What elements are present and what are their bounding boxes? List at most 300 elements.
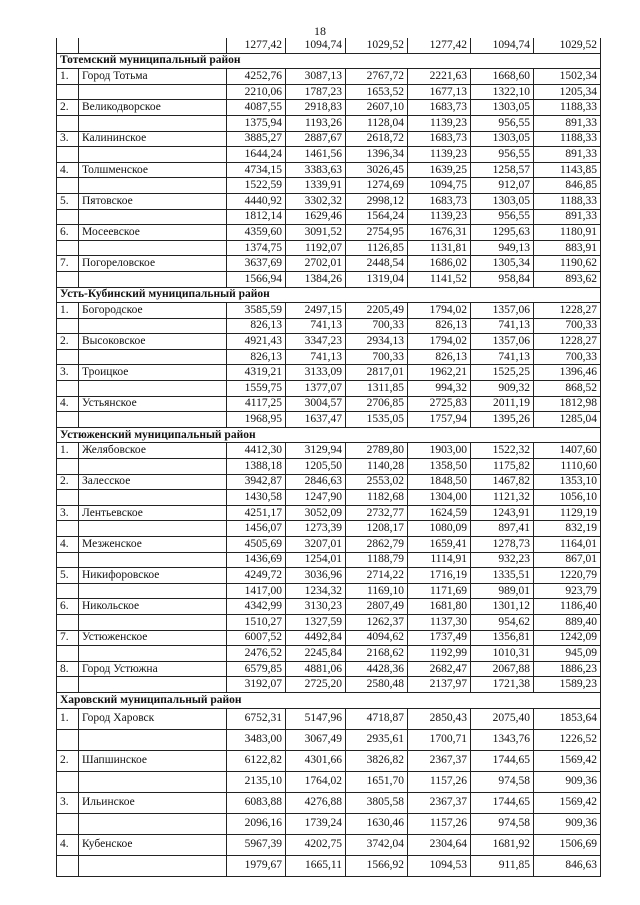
value-cell: 1357,06	[471, 334, 534, 350]
table-row	[57, 792, 601, 813]
district-name: Тотемский муниципальный район	[57, 53, 601, 69]
value-cell: 6122,82	[227, 750, 286, 771]
table-row	[57, 459, 601, 475]
value-cell: 1794,02	[408, 303, 471, 319]
value-cell: 2135,10	[227, 771, 286, 792]
value-cell: 1569,42	[534, 792, 601, 813]
number-cell	[57, 729, 79, 750]
value-cell: 1358,50	[408, 459, 471, 475]
name-cell	[79, 677, 227, 693]
value-cell: 2221,63	[408, 69, 471, 85]
settlement-number: 4.	[57, 162, 79, 178]
value-cell: 1812,14	[227, 209, 286, 225]
settlement-name: Калининское	[79, 131, 227, 147]
value-cell: 867,01	[534, 552, 601, 568]
number-cell	[57, 459, 79, 475]
value-cell: 1356,81	[471, 630, 534, 646]
name-cell	[79, 147, 227, 163]
number-cell	[57, 84, 79, 100]
name-cell	[79, 84, 227, 100]
value-cell: 1467,82	[471, 474, 534, 490]
value-cell: 1169,10	[346, 583, 408, 599]
settlement-name: Лентьевское	[79, 505, 227, 521]
value-cell: 4276,88	[286, 792, 346, 813]
value-cell: 1247,90	[286, 490, 346, 506]
name-cell	[79, 729, 227, 750]
value-cell: 1853,64	[534, 708, 601, 729]
value-cell: 1962,21	[408, 365, 471, 381]
settlement-name: Троицкое	[79, 365, 227, 381]
value-cell: 1141,52	[408, 271, 471, 287]
name-cell	[79, 209, 227, 225]
value-cell: 1029,52	[346, 38, 408, 53]
table-row	[57, 84, 601, 100]
table-row	[57, 855, 601, 876]
value-cell: 2767,72	[346, 69, 408, 85]
district-header-row	[57, 287, 601, 303]
name-cell	[79, 521, 227, 537]
value-cell: 1417,00	[227, 583, 286, 599]
value-cell: 3133,09	[286, 365, 346, 381]
name-cell	[79, 178, 227, 194]
value-cell: 1303,05	[471, 100, 534, 116]
value-cell: 1285,04	[534, 412, 601, 428]
value-cell: 1188,33	[534, 100, 601, 116]
number-cell	[57, 178, 79, 194]
value-cell: 1304,00	[408, 490, 471, 506]
value-cell: 1794,02	[408, 334, 471, 350]
value-cell: 1327,59	[286, 614, 346, 630]
value-cell: 1665,11	[286, 855, 346, 876]
value-cell: 974,58	[471, 771, 534, 792]
value-cell: 1192,07	[286, 240, 346, 256]
value-cell: 1094,75	[408, 178, 471, 194]
settlement-number: 5.	[57, 193, 79, 209]
settlement-name: Желябовское	[79, 443, 227, 459]
value-cell: 4428,36	[346, 661, 408, 677]
name-cell	[79, 459, 227, 475]
table-row	[57, 771, 601, 792]
value-cell: 2205,49	[346, 303, 408, 319]
value-cell: 1343,76	[471, 729, 534, 750]
table-row	[57, 521, 601, 537]
value-cell: 1319,04	[346, 271, 408, 287]
value-cell: 1126,85	[346, 240, 408, 256]
value-cell: 700,33	[534, 318, 601, 334]
value-cell: 911,85	[471, 855, 534, 876]
settlement-number: 7.	[57, 256, 79, 272]
value-cell: 1677,13	[408, 84, 471, 100]
value-cell: 1559,75	[227, 381, 286, 397]
value-cell: 1193,26	[286, 115, 346, 131]
table-row	[57, 505, 601, 521]
table-row	[57, 614, 601, 630]
value-cell: 1357,06	[471, 303, 534, 319]
value-cell: 4342,99	[227, 599, 286, 615]
value-cell: 4412,30	[227, 443, 286, 459]
value-cell: 3036,96	[286, 568, 346, 584]
table-row	[57, 178, 601, 194]
value-cell: 4249,72	[227, 568, 286, 584]
table-row	[57, 396, 601, 412]
number-cell	[57, 813, 79, 834]
value-cell: 1273,39	[286, 521, 346, 537]
value-cell: 4359,60	[227, 225, 286, 241]
table-row	[57, 552, 601, 568]
value-cell: 1139,23	[408, 209, 471, 225]
value-cell: 1205,50	[286, 459, 346, 475]
value-cell: 826,13	[227, 349, 286, 365]
value-cell: 4440,92	[227, 193, 286, 209]
table-row	[57, 583, 601, 599]
name-cell	[79, 813, 227, 834]
value-cell: 2998,12	[346, 193, 408, 209]
value-cell: 1374,75	[227, 240, 286, 256]
value-cell: 1651,70	[346, 771, 408, 792]
value-cell: 1535,05	[346, 412, 408, 428]
number-cell	[57, 271, 79, 287]
value-cell: 2789,80	[346, 443, 408, 459]
value-cell: 2137,97	[408, 677, 471, 693]
value-cell: 846,63	[534, 855, 601, 876]
settlement-name: Пятовское	[79, 193, 227, 209]
settlement-name: Город Тотьма	[79, 69, 227, 85]
value-cell: 1190,62	[534, 256, 601, 272]
value-cell: 846,85	[534, 178, 601, 194]
value-cell: 891,33	[534, 147, 601, 163]
value-cell: 994,32	[408, 381, 471, 397]
value-cell: 909,36	[534, 813, 601, 834]
value-cell: 1339,91	[286, 178, 346, 194]
value-cell: 1744,65	[471, 792, 534, 813]
value-cell: 974,58	[471, 813, 534, 834]
value-cell: 1522,59	[227, 178, 286, 194]
number-cell	[57, 318, 79, 334]
value-cell: 1131,81	[408, 240, 471, 256]
name-cell	[79, 646, 227, 662]
value-cell: 1220,79	[534, 568, 601, 584]
value-cell: 3207,01	[286, 537, 346, 553]
value-cell: 1129,19	[534, 505, 601, 521]
number-cell	[57, 209, 79, 225]
settlement-number: 1.	[57, 69, 79, 85]
value-cell: 2067,88	[471, 661, 534, 677]
value-cell: 3091,52	[286, 225, 346, 241]
settlement-number: 2.	[57, 474, 79, 490]
value-cell: 741,13	[471, 349, 534, 365]
value-cell: 1683,73	[408, 193, 471, 209]
value-cell: 1506,69	[534, 834, 601, 855]
value-cell: 2725,20	[286, 677, 346, 693]
number-cell	[57, 115, 79, 131]
value-cell: 1205,34	[534, 84, 601, 100]
value-cell: 1407,60	[534, 443, 601, 459]
value-cell: 956,55	[471, 209, 534, 225]
table-row	[57, 115, 601, 131]
value-cell: 1395,26	[471, 412, 534, 428]
value-cell: 4881,06	[286, 661, 346, 677]
value-cell: 1143,85	[534, 162, 601, 178]
value-cell: 2918,83	[286, 100, 346, 116]
value-cell: 2702,01	[286, 256, 346, 272]
value-cell: 3942,87	[227, 474, 286, 490]
value-cell: 923,79	[534, 583, 601, 599]
value-cell: 1094,53	[408, 855, 471, 876]
value-cell: 832,19	[534, 521, 601, 537]
value-cell: 1029,52	[534, 38, 601, 53]
number-cell	[57, 677, 79, 693]
table-row	[57, 69, 601, 85]
settlement-name: Погореловское	[79, 256, 227, 272]
value-cell: 1254,01	[286, 552, 346, 568]
value-cell: 1564,24	[346, 209, 408, 225]
value-cell: 1274,69	[346, 178, 408, 194]
page-number: 18	[314, 24, 326, 38]
settlement-number: 1.	[57, 708, 79, 729]
value-cell: 1228,27	[534, 334, 601, 350]
table-row	[57, 365, 601, 381]
value-cell: 1681,92	[471, 834, 534, 855]
number-cell	[57, 646, 79, 662]
value-cell: 958,84	[471, 271, 534, 287]
settlement-number: 4.	[57, 537, 79, 553]
name-cell	[79, 583, 227, 599]
settlement-number: 4.	[57, 834, 79, 855]
value-cell: 1335,51	[471, 568, 534, 584]
value-cell: 826,13	[408, 349, 471, 365]
value-cell: 1188,33	[534, 131, 601, 147]
district-name: Усть-Кубинский муниципальный район	[57, 287, 601, 303]
value-cell: 2448,54	[346, 256, 408, 272]
value-cell: 3483,00	[227, 729, 286, 750]
name-cell	[79, 855, 227, 876]
table-row	[57, 100, 601, 116]
number-cell	[57, 38, 79, 53]
value-cell: 1164,01	[534, 537, 601, 553]
value-cell: 1139,23	[408, 115, 471, 131]
value-cell: 1510,27	[227, 614, 286, 630]
name-cell	[79, 349, 227, 365]
table-row	[57, 834, 601, 855]
value-cell: 1243,91	[471, 505, 534, 521]
value-cell: 4202,75	[286, 834, 346, 855]
name-cell	[79, 38, 227, 53]
value-cell: 1630,46	[346, 813, 408, 834]
settlement-number: 1.	[57, 443, 79, 459]
table-row	[57, 256, 601, 272]
value-cell: 2862,79	[346, 537, 408, 553]
value-cell: 1668,60	[471, 69, 534, 85]
value-cell: 3067,49	[286, 729, 346, 750]
name-cell	[79, 552, 227, 568]
value-cell: 741,13	[471, 318, 534, 334]
table-row	[57, 537, 601, 553]
value-cell: 3585,59	[227, 303, 286, 319]
value-cell: 956,55	[471, 115, 534, 131]
value-cell: 1525,25	[471, 365, 534, 381]
value-cell: 700,33	[534, 349, 601, 365]
settlement-name: Шапшинское	[79, 750, 227, 771]
value-cell: 3805,58	[346, 792, 408, 813]
table-row	[57, 708, 601, 729]
value-cell: 956,55	[471, 147, 534, 163]
value-cell: 954,62	[471, 614, 534, 630]
value-cell: 2850,43	[408, 708, 471, 729]
value-cell: 1787,23	[286, 84, 346, 100]
value-cell: 1171,69	[408, 583, 471, 599]
district-name: Устюженский муниципальный район	[57, 427, 601, 443]
value-cell: 1140,28	[346, 459, 408, 475]
value-cell: 897,41	[471, 521, 534, 537]
value-cell: 1886,23	[534, 661, 601, 677]
table-row	[57, 349, 601, 365]
table-row	[57, 240, 601, 256]
name-cell	[79, 490, 227, 506]
value-cell: 1683,73	[408, 131, 471, 147]
value-cell: 4087,55	[227, 100, 286, 116]
value-cell: 1228,27	[534, 303, 601, 319]
value-cell: 6752,31	[227, 708, 286, 729]
value-cell: 1322,10	[471, 84, 534, 100]
settlement-name: Ильинское	[79, 792, 227, 813]
number-cell	[57, 490, 79, 506]
value-cell: 1744,65	[471, 750, 534, 771]
value-cell: 6579,85	[227, 661, 286, 677]
name-cell	[79, 318, 227, 334]
value-cell: 1659,41	[408, 537, 471, 553]
settlement-number: 7.	[57, 630, 79, 646]
value-cell: 1295,63	[471, 225, 534, 241]
value-cell: 1812,98	[534, 396, 601, 412]
settlement-name: Кубенское	[79, 834, 227, 855]
settlement-name: Никольское	[79, 599, 227, 615]
number-cell	[57, 771, 79, 792]
value-cell: 1653,52	[346, 84, 408, 100]
name-cell	[79, 412, 227, 428]
number-cell	[57, 381, 79, 397]
value-cell: 1676,31	[408, 225, 471, 241]
value-cell: 1721,38	[471, 677, 534, 693]
value-cell: 4094,62	[346, 630, 408, 646]
value-cell: 1258,57	[471, 162, 534, 178]
table-row	[57, 381, 601, 397]
value-cell: 1353,10	[534, 474, 601, 490]
name-cell	[79, 271, 227, 287]
value-cell: 2168,62	[346, 646, 408, 662]
value-cell: 3052,09	[286, 505, 346, 521]
value-cell: 1278,73	[471, 537, 534, 553]
value-cell: 2607,10	[346, 100, 408, 116]
settlement-name: Богородское	[79, 303, 227, 319]
value-cell: 4734,15	[227, 162, 286, 178]
value-cell: 2367,37	[408, 792, 471, 813]
value-cell: 1461,56	[286, 147, 346, 163]
value-cell: 2245,84	[286, 646, 346, 662]
district-header-row	[57, 53, 601, 69]
value-cell: 700,33	[346, 318, 408, 334]
settlement-number: 3.	[57, 131, 79, 147]
settlement-number: 1.	[57, 303, 79, 319]
value-cell: 2210,06	[227, 84, 286, 100]
value-cell: 1277,42	[408, 38, 471, 53]
value-cell: 909,32	[471, 381, 534, 397]
value-cell: 1384,26	[286, 271, 346, 287]
number-cell	[57, 349, 79, 365]
table-row	[57, 147, 601, 163]
value-cell: 3026,45	[346, 162, 408, 178]
value-cell: 1968,95	[227, 412, 286, 428]
settlement-number: 3.	[57, 365, 79, 381]
value-cell: 1114,91	[408, 552, 471, 568]
table-row	[57, 599, 601, 615]
value-cell: 4319,21	[227, 365, 286, 381]
settlement-name: Высоковское	[79, 334, 227, 350]
value-cell: 1303,05	[471, 193, 534, 209]
value-cell: 1757,94	[408, 412, 471, 428]
value-cell: 1624,59	[408, 505, 471, 521]
settlement-number: 3.	[57, 792, 79, 813]
name-cell	[79, 614, 227, 630]
table-row	[57, 677, 601, 693]
number-cell	[57, 240, 79, 256]
value-cell: 1522,32	[471, 443, 534, 459]
name-cell	[79, 771, 227, 792]
value-cell: 1764,02	[286, 771, 346, 792]
value-cell: 1182,68	[346, 490, 408, 506]
table-row	[57, 813, 601, 834]
value-cell: 1456,07	[227, 521, 286, 537]
tariff-table	[56, 38, 601, 877]
value-cell: 2682,47	[408, 661, 471, 677]
value-cell: 1700,71	[408, 729, 471, 750]
number-cell	[57, 614, 79, 630]
table-row	[57, 474, 601, 490]
table-row	[57, 334, 601, 350]
value-cell: 891,33	[534, 209, 601, 225]
number-cell	[57, 583, 79, 599]
value-cell: 1566,92	[346, 855, 408, 876]
settlement-number: 6.	[57, 225, 79, 241]
table-row	[57, 568, 601, 584]
value-cell: 1192,99	[408, 646, 471, 662]
district-header-row	[57, 427, 601, 443]
value-cell: 1186,40	[534, 599, 601, 615]
name-cell	[79, 381, 227, 397]
value-cell: 2807,49	[346, 599, 408, 615]
settlement-number: 2.	[57, 750, 79, 771]
value-cell: 1716,19	[408, 568, 471, 584]
table-row	[57, 490, 601, 506]
value-cell: 4252,76	[227, 69, 286, 85]
value-cell: 4718,87	[346, 708, 408, 729]
value-cell: 1737,49	[408, 630, 471, 646]
value-cell: 909,36	[534, 771, 601, 792]
value-cell: 700,33	[346, 349, 408, 365]
value-cell: 3129,94	[286, 443, 346, 459]
value-cell: 1396,34	[346, 147, 408, 163]
name-cell	[79, 115, 227, 131]
settlement-number: 2.	[57, 100, 79, 116]
table-row	[57, 303, 601, 319]
value-cell: 1234,32	[286, 583, 346, 599]
value-cell: 2096,16	[227, 813, 286, 834]
value-cell: 1157,26	[408, 771, 471, 792]
name-cell	[79, 240, 227, 256]
value-cell: 1121,32	[471, 490, 534, 506]
value-cell: 1639,25	[408, 162, 471, 178]
value-cell: 1180,91	[534, 225, 601, 241]
settlement-number: 8.	[57, 661, 79, 677]
